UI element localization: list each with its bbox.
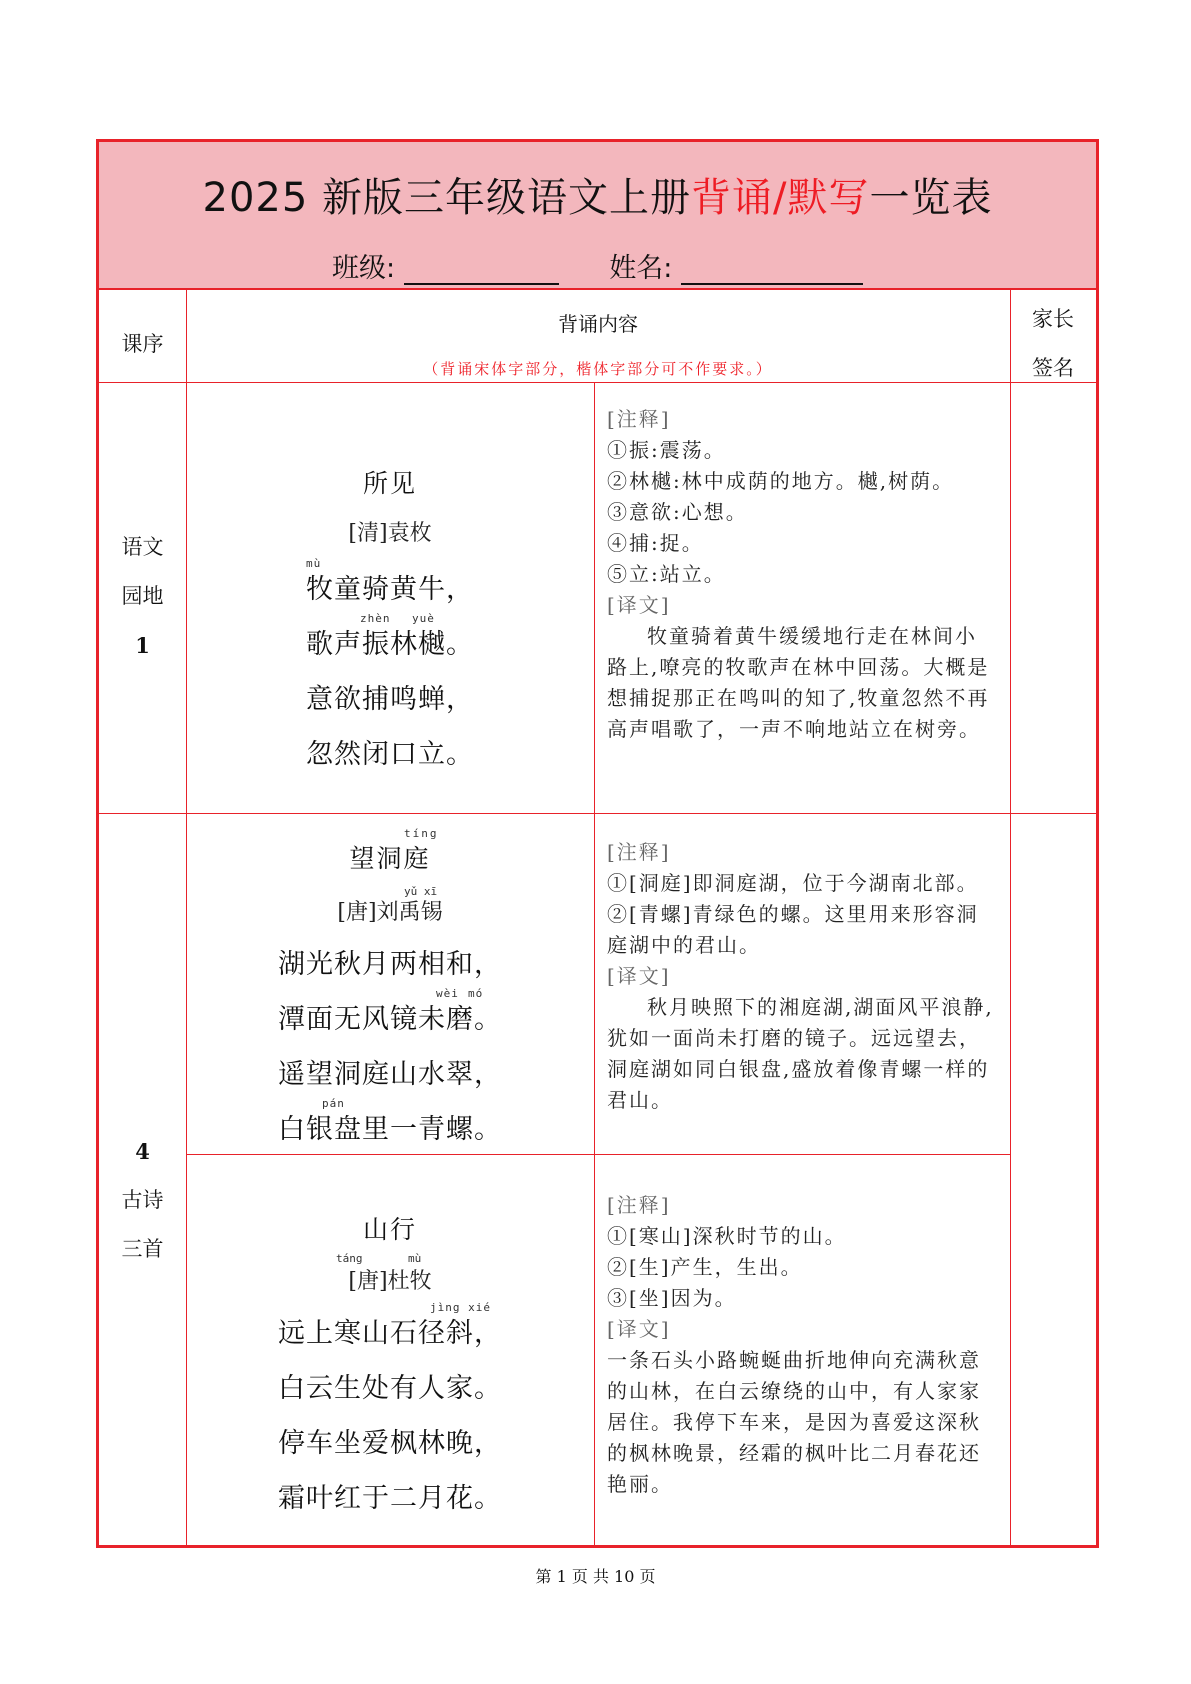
poem-line: 遥望洞庭山水翠，	[278, 1059, 502, 1090]
translation-header: [译文]	[607, 593, 671, 617]
title-highlight: 背诵/默写	[691, 175, 870, 221]
col-header-signature-2: 签名	[1032, 356, 1074, 380]
lesson-label-2: 4 古诗 三首	[121, 1139, 164, 1261]
content-note: （背诵宋体字部分，楷体字部分可不作要求。）	[423, 360, 773, 378]
poem-suojian	[186, 464, 594, 771]
poem-author: [清]袁枚	[348, 521, 432, 546]
translation-text: 牧童骑着黄牛缓缓地行走在林间小路上,嘹亮的牧歌声在林中回荡。大概是想捕捉那正在鸣叫的知了,牧童忽然不再高声唱歌了，一声不响地站立在树旁。	[607, 624, 990, 741]
note-item: ③意欲:心想。	[607, 500, 748, 524]
poem-line: mù 牧童骑黄牛，	[306, 557, 474, 605]
row-divider-header	[99, 382, 1096, 383]
notes-wangdongting	[607, 837, 997, 1116]
note-item: ③[坐]因为。	[607, 1286, 737, 1310]
note-item: ④捕:捉。	[607, 531, 704, 555]
row-divider-poem	[186, 1154, 1010, 1155]
col-divider-2	[594, 382, 595, 1545]
note-item: ②林樾:林中成荫的地方。樾,树荫。	[607, 469, 955, 493]
poem-line: pán 白银盘里一青螺。	[278, 1097, 502, 1145]
poem-shanxing	[186, 1210, 594, 1515]
notes-header: [注释]	[607, 840, 671, 864]
poem-author: yǔ xī [唐]刘禹锡	[337, 885, 443, 925]
notes-header: [注释]	[607, 1193, 671, 1217]
row-divider-section1	[99, 813, 1096, 814]
poem-line: 忽然闭口立。	[306, 739, 474, 770]
poem-line: 白云生处有人家。	[278, 1373, 502, 1404]
signature-cell-2[interactable]	[1011, 814, 1096, 1545]
poem-line: 霜叶红于二月花。	[278, 1483, 502, 1514]
page-title: 2025 新版三年级语文上册背诵/默写一览表	[202, 175, 993, 221]
poem-line: 意欲捕鸣蝉，	[306, 684, 474, 715]
class-label: 班级:	[332, 253, 396, 284]
col-header-lesson: 课序	[121, 332, 164, 356]
translation-header: [译文]	[607, 1317, 671, 1341]
poem-line: wèi mó 潭面无风镜未磨。	[278, 987, 502, 1035]
translation-header: [译文]	[607, 964, 671, 988]
lesson-label-1: 语文 园地 1	[121, 535, 164, 658]
translation-text: 一条石头小路蜿蜒曲折地伸向充满秋意的山林，在白云缭绕的山中，有人家家居住。我停下车来，是因为喜爱这深秋的枫林晚景，经霜的枫叶比二月春花还艳丽。	[607, 1348, 981, 1496]
col-header-content: 背诵内容	[558, 312, 638, 336]
signature-cell-1[interactable]	[1011, 383, 1096, 813]
class-field[interactable]	[404, 257, 559, 285]
col-header-signature-1: 家长	[1032, 307, 1074, 331]
table-header	[99, 142, 1096, 290]
page-footer: 第 1 页 共 10 页	[535, 1567, 656, 1586]
note-item: ⑤立:站立。	[607, 562, 726, 586]
poem-title: 山行	[362, 1215, 417, 1244]
poem-author: táng mù [唐]杜牧	[336, 1252, 432, 1294]
poem-line: 湖光秋月两相和，	[278, 949, 502, 980]
note-item: ①[寒山]深秋时节的山。	[607, 1224, 847, 1248]
note-item: ①[洞庭]即洞庭湖，位于今湖南北部。	[607, 871, 979, 895]
notes-header: [注释]	[607, 407, 671, 431]
recitation-table	[96, 139, 1099, 1548]
poem-line: zhèn yuè 歌声振林樾。	[306, 612, 474, 660]
note-item: ②[生]产生，生出。	[607, 1255, 803, 1279]
notes-suojian	[607, 404, 997, 745]
poem-line: jìng xié 远上寒山石径斜，	[278, 1301, 502, 1349]
note-item: ①振:震荡。	[607, 438, 726, 462]
translation-text: 秋月映照下的湘庭湖,湖面风平浪静,犹如一面尚未打磨的镜子。远远望去，洞庭湖如同白银盘,盛放着像青螺一样的君山。	[607, 995, 994, 1112]
poem-title: 所见	[362, 469, 417, 498]
poem-title: tíng 望洞庭	[349, 827, 439, 873]
name-label: 姓名:	[609, 253, 673, 284]
poem-wangdongting	[186, 827, 594, 1146]
poem-line: 停车坐爱枫林晚，	[278, 1428, 502, 1459]
notes-shanxing	[607, 1190, 997, 1500]
note-item: ②[青螺]青绿色的螺。这里用来形容洞庭湖中的君山。	[607, 902, 979, 957]
name-field[interactable]	[681, 257, 863, 285]
student-info-bar	[99, 246, 1096, 285]
